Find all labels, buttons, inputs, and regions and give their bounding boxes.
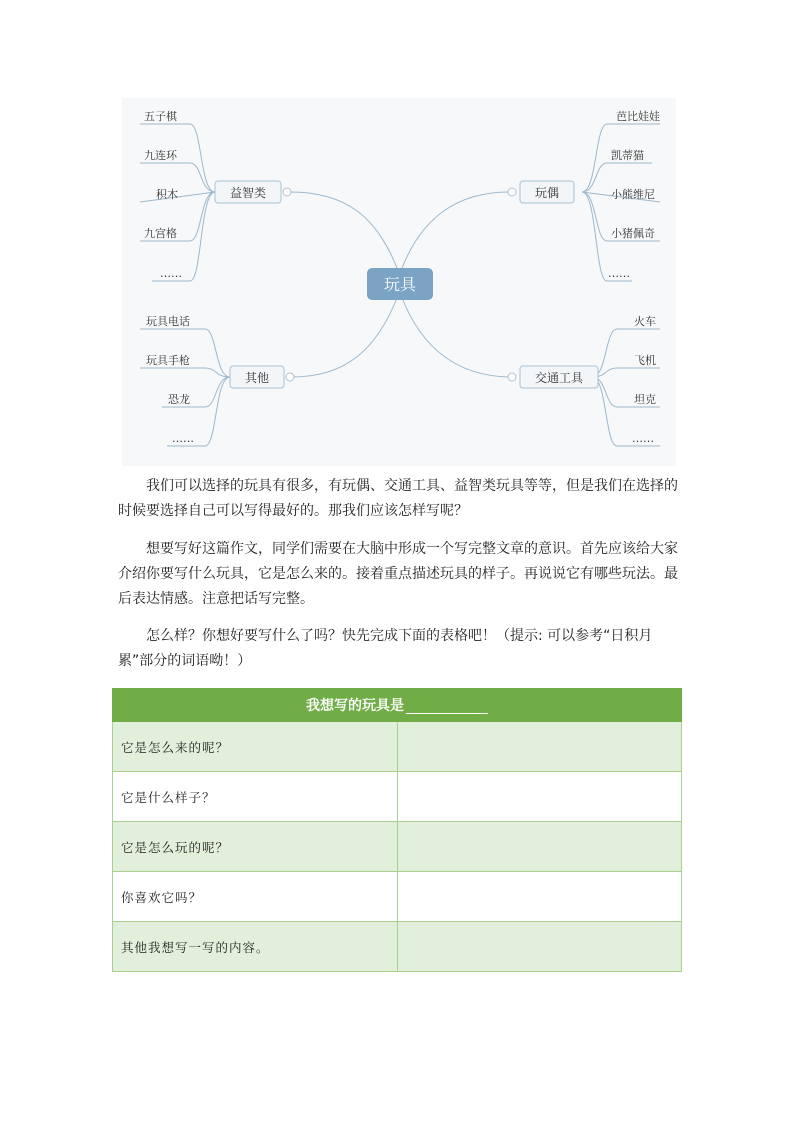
leaf-item: 玩具手枪 [146,354,190,367]
paragraph-3: 怎么样？你想好要写什么了吗？快先完成下面的表格吧！（提示: 可以参考“日积月累”部分的词语呦！） [118,628,653,669]
question-cell: 其他我想写一写的内容。 [113,922,398,972]
leaf-item: 小猪佩奇 [611,227,655,240]
collapse-icon[interactable] [508,373,516,381]
fill-blank[interactable] [406,699,488,714]
table-row [113,722,682,772]
leaf-item: 五子棋 [144,110,177,123]
answer-cell[interactable] [397,922,682,972]
leaf-item: 九宫格 [144,227,177,240]
leaf-item: 凯蒂猫 [611,149,644,162]
branch-label-puzzle: 益智类 [229,186,267,200]
leaf-item: …… [160,267,182,280]
leaf-item: 积木 [156,188,178,201]
leaf-item: …… [608,267,630,280]
paragraph-1: 我们可以选择的玩具有很多，有玩偶、交通工具、益智类玩具等等，但是我们在选择的时候要选择自己可以写得最好的。那我们应该怎样写呢？ [118,478,678,519]
collapse-icon[interactable] [283,188,291,196]
question-cell: 它是怎么玩的呢？ [113,822,398,872]
table-header: 我想写的玩具是 [113,689,682,722]
answer-cell[interactable] [397,722,682,772]
writing-plan-table [112,688,682,972]
table-row [113,822,682,872]
paragraph-2: 想要写好这篇作文，同学们需要在大脑中形成一个写完整文章的意识。首先应该给大家介绍你要写什么玩具，它是怎么来的。接着重点描述玩具的样子。再说说它有哪些玩法。最后表达情感。注意把话写完整。 [118,541,678,607]
answer-cell[interactable] [397,872,682,922]
mind-map [122,98,676,466]
leaf-item: 芭比娃娃 [616,110,660,123]
branch-label-vehicle: 交通工具 [534,371,584,385]
leaf-item: …… [632,432,654,445]
question-cell: 它是怎么来的呢？ [113,722,398,772]
leaf-item: …… [172,432,194,445]
mind-map-lines [122,98,676,466]
answer-cell[interactable] [397,822,682,872]
table-row [113,922,682,972]
question-cell: 你喜欢它吗？ [113,872,398,922]
leaf-item: 飞机 [634,354,656,367]
branch-label-other: 其他 [244,371,270,385]
leaf-item: 九连环 [144,149,177,162]
table-row [113,772,682,822]
leaf-item: 玩具电话 [146,315,190,328]
leaf-item: 恐龙 [168,393,190,406]
collapse-icon[interactable] [508,188,516,196]
collapse-icon[interactable] [286,373,294,381]
center-label: 玩具 [383,275,417,294]
table-row [113,872,682,922]
leaf-item: 小熊维尼 [611,188,655,201]
leaf-item: 坦克 [634,393,656,406]
branch-label-doll: 玩偶 [534,186,560,200]
question-cell: 它是什么样子？ [113,772,398,822]
leaf-item: 火车 [634,315,656,328]
answer-cell[interactable] [397,772,682,822]
